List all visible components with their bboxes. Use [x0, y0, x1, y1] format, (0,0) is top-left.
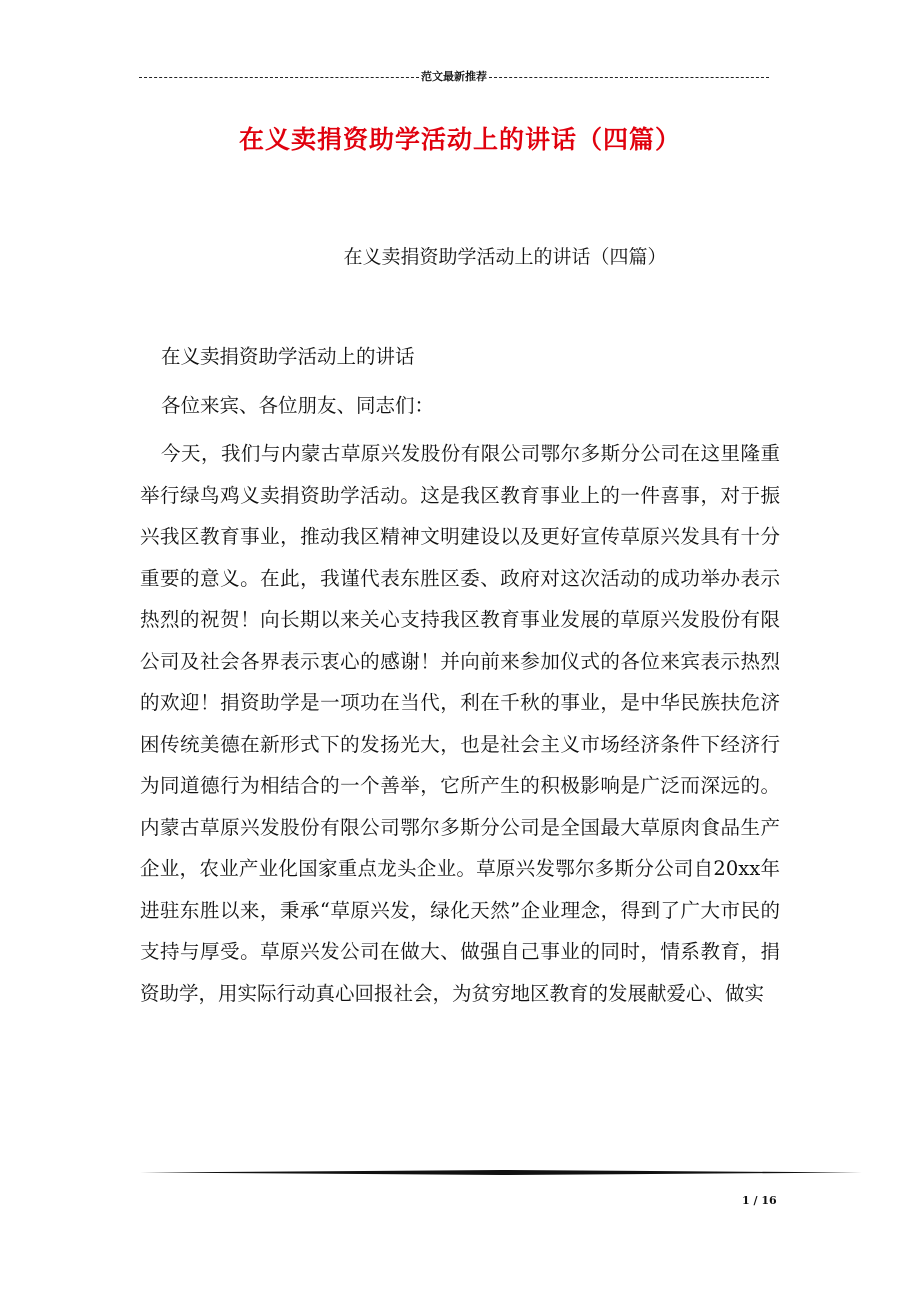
document-subtitle: 在义卖捐资助学活动上的讲话（四篇） — [343, 246, 667, 268]
section-heading: 在义卖捐资助学活动上的讲话 — [161, 345, 415, 368]
header-label: 范文最新推荐 — [421, 70, 487, 83]
page-header — [139, 68, 769, 84]
document-body — [140, 336, 780, 1014]
header-dash-right — [489, 77, 769, 78]
header-dash-left — [139, 77, 419, 78]
document-title: 在义卖捐资助学活动上的讲话（四篇） — [238, 125, 681, 154]
salutation: 各位来宾、各位朋友、同志们： — [161, 393, 435, 417]
page-number: 1 / 16 — [742, 1194, 777, 1207]
footer-rule — [140, 1170, 862, 1175]
body-paragraph: 今天，我们与内蒙古草原兴发股份有限公司鄂尔多斯分公司在这里隆重举行绿鸟鸡义卖捐资助学活动。这是我区教育事业上的一件喜事，对于振兴我区教育事业，推动我区精神文明建设以及更好宣传草原兴发具有十分重要的意义。在此，我谨代表东胜区委、政府对这次活动的成功举办表示热烈的祝贺！向长期以来关心支持我区教育事业发展的草原兴发股份有限公司及社会各界表示衷心的感谢！并向前来参加仪式的各位来宾表示热烈的欢迎！捐资助学是一项功在当代，利在千秋的事业，是中华民族扶危济困传统美德在新形式下的发扬光大，也是社会主义市场经济条件下经济行为同道德行为相结合的一个善举，它所产生的积极影响是广泛而深远的。内蒙古草原兴发股份有限公司鄂尔多斯分公司是全国最大草原肉食品生产企业，农业产业化国家重点龙头企业。草原兴发鄂尔多斯分公司自20xx年进驻东胜以来，秉承“草原兴发，绿化天然”企业理念，得到了广大市民的支持与厚受。草原兴发公司在做大、做强自己事业的同时，情系教育，捐资助学，用实际行动真心回报社会，为贫穷地区教育的发展献爱心、做实 — [140, 442, 780, 1005]
